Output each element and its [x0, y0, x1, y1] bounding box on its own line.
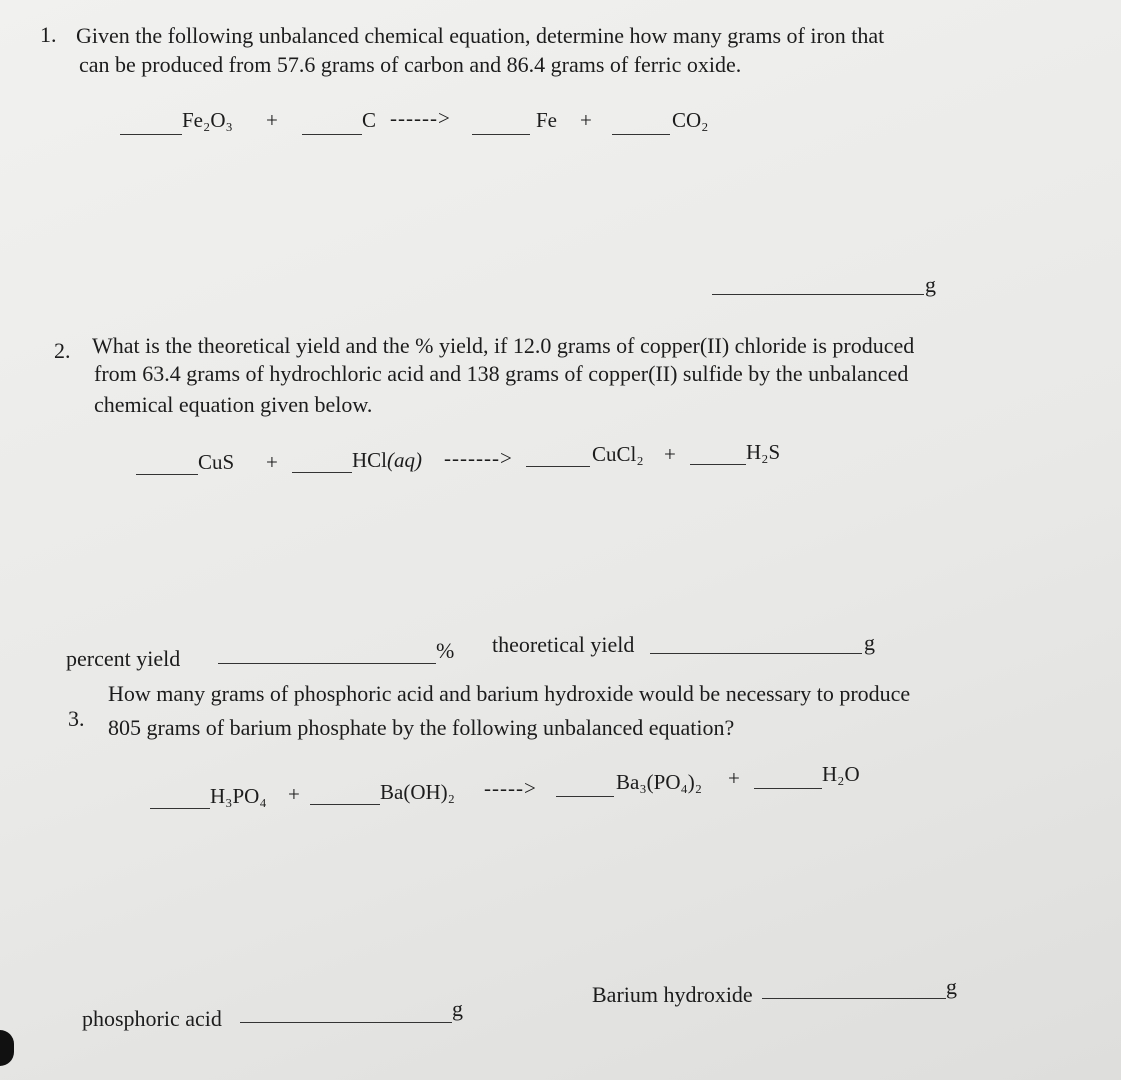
q1-answer-unit: g	[925, 272, 936, 297]
q2-theoretical-blank[interactable]	[650, 653, 862, 654]
q2-coef-blank-4[interactable]	[690, 464, 746, 465]
q3-plus-1: +	[288, 782, 300, 806]
q3-coef-blank-3[interactable]	[556, 796, 614, 797]
q2-reactant-1: CuS	[198, 450, 235, 474]
q3-acid-blank[interactable]	[240, 1022, 452, 1023]
q1-answer-blank[interactable]	[712, 294, 924, 295]
q3-coef-blank-4[interactable]	[754, 788, 822, 789]
q2-percent-unit: %	[436, 638, 455, 663]
q1-reactant-2: C	[362, 108, 377, 132]
q2-number: 2.	[54, 338, 71, 363]
q1-text-line1: Given the following unbalanced chemical equation, determine how many grams of iron that	[76, 23, 885, 48]
q3-base-label: Barium hydroxide	[592, 982, 753, 1007]
q3-product-2: H₂O	[822, 762, 860, 786]
q2-percent-blank[interactable]	[218, 663, 436, 664]
q1-coef-blank-1[interactable]	[120, 134, 182, 135]
q2-percent-label: percent yield	[66, 646, 181, 671]
q3-acid-label: phosphoric acid	[82, 1006, 222, 1031]
q1-product-1: Fe	[536, 108, 557, 132]
q3-base-unit: g	[946, 974, 957, 999]
q2-coef-blank-1[interactable]	[136, 474, 198, 475]
q3-acid-unit: g	[452, 996, 463, 1021]
q1-text-line2: can be produced from 57.6 grams of carbon and 86.4 grams of ferric oxide.	[79, 52, 742, 77]
q3-arrow: ----->	[484, 776, 537, 800]
q3-plus-2: +	[728, 766, 740, 790]
q2-product-1: CuCl₂	[592, 442, 644, 466]
q3-reactant-1: H₃PO₄	[210, 784, 267, 808]
q2-text-line1: What is the theoretical yield and the % yield, if 12.0 grams of copper(II) chloride is produced	[92, 333, 915, 358]
q2-reactant-2-formula: HCl	[352, 448, 388, 472]
q2-arrow: ------->	[444, 446, 513, 470]
page-edge-shadow	[0, 1030, 14, 1066]
q3-coef-blank-1[interactable]	[150, 808, 210, 809]
q2-plus-1: +	[266, 450, 278, 474]
q3-base-blank[interactable]	[762, 998, 946, 999]
q2-text-line3: chemical equation given below.	[94, 392, 373, 417]
q1-plus-1: +	[266, 108, 278, 132]
q2-reactant-2-state: (aq)	[387, 448, 423, 472]
q2-theoretical-unit: g	[864, 630, 875, 655]
q1-reactant-1: Fe₂O₃	[182, 108, 233, 132]
q1-plus-2: +	[580, 108, 592, 132]
q2-reactant-2	[352, 448, 422, 473]
q1-coef-blank-3[interactable]	[472, 134, 530, 135]
q2-product-2: H₂S	[746, 440, 781, 464]
q2-coef-blank-3[interactable]	[526, 466, 590, 467]
q1-product-2: CO₂	[672, 108, 709, 132]
q1-coef-blank-4[interactable]	[612, 134, 670, 135]
q3-product-1: Ba₃(PO₄)₂	[616, 770, 703, 794]
q3-reactant-2: Ba(OH)₂	[380, 780, 455, 804]
q2-theoretical-label: theoretical yield	[492, 632, 635, 657]
q2-plus-2: +	[664, 442, 676, 466]
q3-coef-blank-2[interactable]	[310, 804, 380, 805]
q3-number: 3.	[68, 706, 85, 731]
q2-text-line2: from 63.4 grams of hydrochloric acid and 138 grams of copper(II) sulfide by the unbalanced	[94, 361, 909, 386]
q3-text-line2: 805 grams of barium phosphate by the following unbalanced equation?	[108, 715, 735, 740]
q1-arrow: ------>	[390, 106, 451, 130]
q3-text-line1: How many grams of phosphoric acid and barium hydroxide would be necessary to produce	[108, 681, 911, 706]
q1-coef-blank-2[interactable]	[302, 134, 362, 135]
q1-number: 1.	[40, 22, 57, 47]
q2-coef-blank-2[interactable]	[292, 472, 352, 473]
